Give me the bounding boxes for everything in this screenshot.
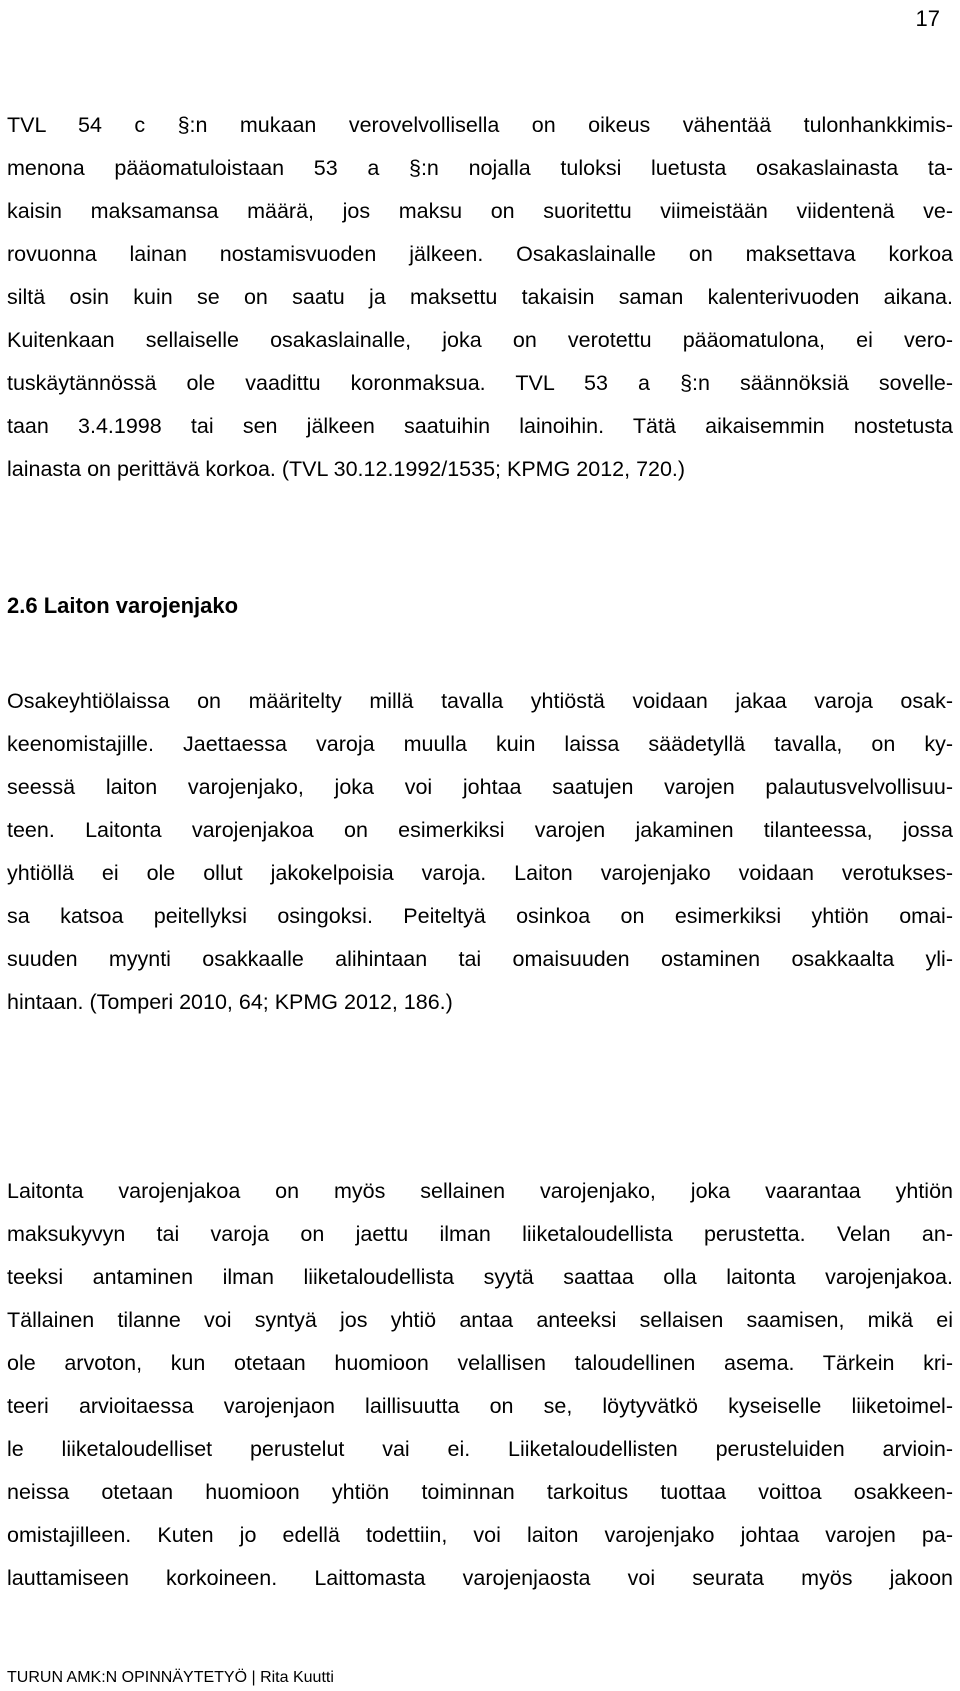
text-line: omistajilleen. Kuten jo edellä todettiin, voi laiton varojenjako johtaa varojen pa- [7,1523,953,1547]
paragraph-osakaslaina [7,104,953,491]
paragraph-laiton-varojenjako [7,1170,953,1600]
text-line: ole arvoton, kun otetaan huomioon velallisen taloudellinen asema. Tärkein kri- [7,1351,953,1375]
text-line: yhtiöllä ei ole ollut jakokelpoisia varoja. Laiton varojenjako voidaan verotukses- [7,861,953,885]
text-line: teeksi antaminen ilman liiketaloudellista syytä saattaa olla laitonta varojenjakoa. [7,1265,953,1289]
text-line: tuskäytännössä ole vaadittu koronmaksua. TVL 53 a §:n säännöksiä sovelle- [7,371,953,395]
text-line: hintaan. (Tomperi 2010, 64; KPMG 2012, 186.) [7,990,453,1014]
page-footer: TURUN AMK:N OPINNÄYTETYÖ | Rita Kuutti [7,1669,334,1686]
text-line: Osakeyhtiölaissa on määritelty millä tavalla yhtiöstä voidaan jakaa varoja osak- [7,689,953,713]
text-line: TVL 54 c §:n mukaan verovelvollisella on oikeus vähentää tulonhankkimis- [7,113,953,137]
text-line: Kuitenkaan sellaiselle osakaslainalle, joka on verotettu pääomatulona, ei vero- [7,328,953,352]
text-line: Tällainen tilanne voi syntyä jos yhtiö antaa anteeksi sellaisen saamisen, mikä ei [7,1308,953,1332]
text-line: menona pääomatuloistaan 53 a §:n nojalla tuloksi luetusta osakaslainasta ta- [7,156,953,180]
text-line: Laitonta varojenjakoa on myös sellainen varojenjako, joka vaarantaa yhtiön [7,1179,953,1203]
text-line: lainasta on perittävä korkoa. (TVL 30.12.1992/1535; KPMG 2012, 720.) [7,457,686,481]
text-line: kaisin maksamansa määrä, jos maksu on suoritettu viimeistään viidentenä ve- [7,199,953,223]
section-heading: 2.6 Laiton varojenjako [7,593,239,618]
page-number: 17 [915,6,940,31]
text-line: teen. Laitonta varojenjakoa on esimerkiksi varojen jakaminen tilanteessa, jossa [7,818,953,842]
text-line: siltä osin kuin se on saatu ja maksettu takaisin saman kalenterivuoden aikana. [7,285,953,309]
text-line: sa katsoa peitellyksi osingoksi. Peiteltyä osinkoa on esimerkiksi yhtiön omai- [7,904,953,928]
text-line: rovuonna lainan nostamisvuoden jälkeen. Osakaslainalle on maksettava korkoa [7,242,953,266]
text-line: teeri arvioitaessa varojenjaon laillisuutta on se, löytyvätkö kyseiselle liiketoimel- [7,1394,953,1418]
text-line: maksukyvyn tai varoja on jaettu ilman liiketaloudellista perustetta. Velan an- [7,1222,953,1246]
text-line: seessä laiton varojenjako, joka voi johtaa saatujen varojen palautusvelvollisuu- [7,775,953,799]
text-line: le liiketaloudelliset perustelut vai ei. Liiketaloudellisten perusteluiden arvioin- [7,1437,953,1461]
text-line: neissa otetaan huomioon yhtiön toiminnan tarkoitus tuottaa voittoa osakkeen- [7,1480,953,1504]
text-line: taan 3.4.1998 tai sen jälkeen saatuihin lainoihin. Tätä aikaisemmin nostetusta [7,414,953,438]
text-line: keenomistajille. Jaettaessa varoja muulla kuin laissa säädetyllä tavalla, on ky- [7,732,953,756]
paragraph-osakeyhtiolaki [7,680,953,1024]
text-line: lauttamiseen korkoineen. Laittomasta varojenjaosta voi seurata myös jakoon [7,1566,953,1590]
text-line: suuden myynti osakkaalle alihintaan tai omaisuuden ostaminen osakkaalta yli- [7,947,953,971]
